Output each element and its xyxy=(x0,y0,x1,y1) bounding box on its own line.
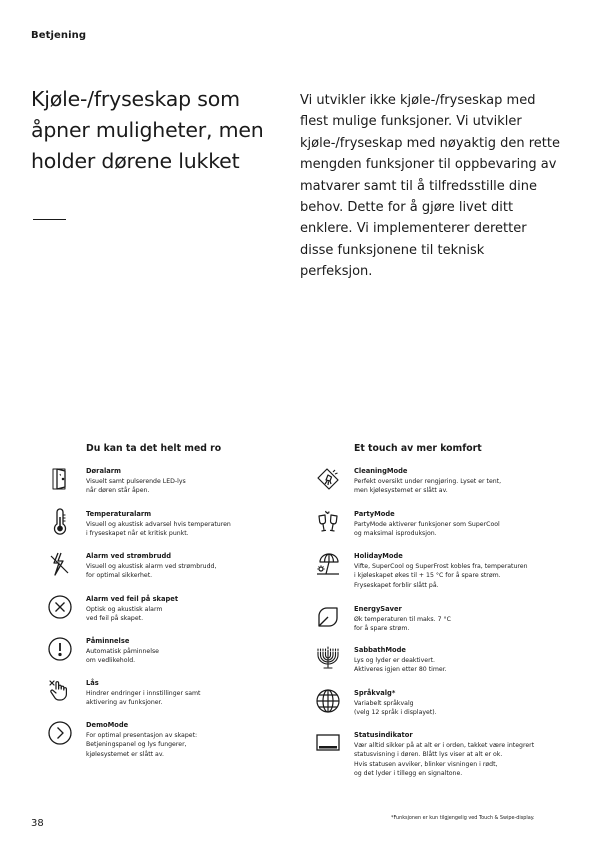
feature-description: Variabelt språkvalg (velg 12 språk i displayet). xyxy=(354,699,437,716)
feature-description: Vifte, SuperCool og SuperFrost kobles fra, temperaturen i kjøleskapet økes til + 15 °C for å spare strøm. Fryseskapet forblir slått på. xyxy=(354,562,528,589)
feature-title: Døralarm xyxy=(86,467,122,475)
reminder-icon xyxy=(46,635,74,663)
feature-door-alarm xyxy=(86,467,286,496)
thermometer-icon xyxy=(46,508,74,536)
feature-title: Temperaturalarm xyxy=(86,510,152,518)
status-indicator-icon xyxy=(314,729,342,757)
lock-hand-icon xyxy=(46,677,74,705)
holiday-umbrella-icon xyxy=(314,550,342,578)
feature-status-indicator xyxy=(354,731,554,779)
feature-description: Automatisk påminnelse om vedlikehold. xyxy=(86,647,159,664)
cleaning-mode-icon xyxy=(314,465,342,493)
feature-description: Lys og lyder er deaktivert. Aktiveres igjen etter 80 timer. xyxy=(354,656,447,673)
feature-fault-alarm xyxy=(86,595,286,624)
feature-power-failure-alarm xyxy=(86,552,286,581)
feature-description: Optisk og akustisk alarm ved feil på skapet. xyxy=(86,605,163,622)
feature-description: Øk temperaturen til maks. 7 °C for å spare strøm. xyxy=(354,615,451,632)
feature-description: Visuell og akustisk alarm ved strømbrudd, for optimal sikkerhet. xyxy=(86,562,217,579)
feature-reminder xyxy=(86,637,286,666)
feature-title: SabbathMode xyxy=(354,646,406,654)
feature-title: Lås xyxy=(86,679,99,687)
feature-demo-mode xyxy=(86,721,286,759)
menorah-icon xyxy=(314,644,342,672)
page-headline: Kjøle-/fryseskap som åpner muligheter, men holder dørene lukket xyxy=(31,87,264,173)
left-column-title: Du kan ta det helt med ro xyxy=(86,443,222,454)
feature-sabbath-mode xyxy=(354,646,554,675)
headline-divider xyxy=(33,219,66,220)
feature-title: HolidayMode xyxy=(354,552,403,560)
footnote: *Funksjonen er kun tilgjengelig ved Touch & Swipe-display. xyxy=(391,815,535,821)
globe-icon xyxy=(314,687,342,715)
demo-mode-icon xyxy=(46,719,74,747)
feature-description: Visuelt samt pulserende LED-lys når døren står åpen. xyxy=(86,477,186,494)
feature-description: For optimal presentasjon av skapet: Betjeningspanel og lys fungerer, kjølesystemet er slått av. xyxy=(86,731,198,758)
feature-description: Hindrer endringer i innstillinger samt aktivering av funksjoner. xyxy=(86,689,201,706)
feature-title: Påminnelse xyxy=(86,637,130,645)
feature-lock xyxy=(86,679,286,708)
feature-energy-saver xyxy=(354,605,554,634)
feature-description: Vær alltid sikker på at alt er i orden, takket være integrert statusvisning i døren. Blått lys viser at alt er ok. Hvis statusen avviker, blinker visningen i rødt, og det lyder i tillegg en signaltone. xyxy=(354,741,535,777)
right-column-title: Et touch av mer komfort xyxy=(354,443,482,454)
energy-saver-icon xyxy=(314,603,342,631)
feature-title: Alarm ved feil på skapet xyxy=(86,595,179,603)
feature-title: Statusindikator xyxy=(354,731,413,739)
feature-title: Alarm ved strømbrudd xyxy=(86,552,172,560)
feature-cleaning-mode xyxy=(354,467,554,496)
feature-language-selection xyxy=(354,689,554,718)
feature-party-mode xyxy=(354,510,554,539)
feature-description: Visuell og akustisk advarsel hvis temperaturen i fryseskapet når et kritisk punkt. xyxy=(86,520,231,537)
feature-holiday-mode xyxy=(354,552,554,590)
feature-description: PartyMode aktiverer funksjoner som SuperCool og maksimal isproduksjon. xyxy=(354,520,500,537)
feature-title: CleaningMode xyxy=(354,467,408,475)
feature-title: Språkvalg* xyxy=(354,689,396,697)
intro-paragraph: Vi utvikler ikke kjøle-/fryseskap med flest mulige funksjoner. Vi utvikler kjøle-/fryseskap med nøyaktig den rette mengden funksjoner til oppbevaring av matvarer samt til å tilfredsstille dine behov. Dette for å gjøre livet ditt enklere. Vi implementerer deretter disse funksjonene til teknisk perfeksjon. xyxy=(300,93,560,280)
feature-title: PartyMode xyxy=(354,510,395,518)
feature-description: Perfekt oversikt under rengjøring. Lyset er tent, men kjølesystemet er slått av. xyxy=(354,477,502,494)
feature-title: DemoMode xyxy=(86,721,129,729)
party-glasses-icon xyxy=(314,508,342,536)
feature-title: EnergySaver xyxy=(354,605,402,613)
section-label: Betjening xyxy=(31,30,87,41)
fault-alarm-icon xyxy=(46,593,74,621)
page-number: 38 xyxy=(31,818,44,829)
power-failure-icon xyxy=(46,550,74,578)
feature-temperature-alarm xyxy=(86,510,286,539)
door-alarm-icon xyxy=(46,465,74,493)
